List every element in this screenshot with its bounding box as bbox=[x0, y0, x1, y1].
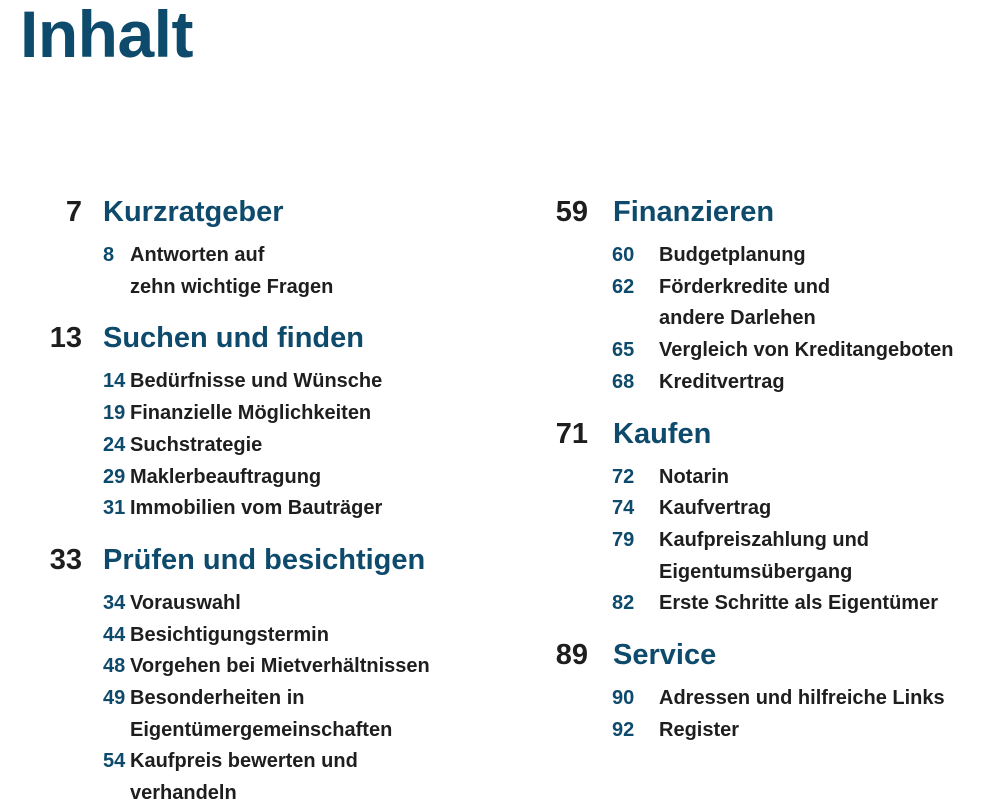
chapter-gap bbox=[0, 303, 500, 322]
page-title: Inhalt bbox=[20, 0, 193, 71]
entry-page-number: 14 bbox=[103, 370, 126, 393]
chapter-heading[interactable] bbox=[0, 196, 500, 240]
chapter-page-number: 13 bbox=[49, 322, 82, 355]
entry-title-line: Finanzielle Möglichkeiten bbox=[130, 402, 372, 425]
chapter-gap bbox=[0, 525, 500, 544]
chapter-page-number: 59 bbox=[555, 196, 588, 228]
entry-title bbox=[659, 588, 999, 620]
toc-entry[interactable] bbox=[0, 746, 500, 809]
entry-page-number: 29 bbox=[103, 465, 126, 488]
toc-chapter bbox=[0, 322, 500, 525]
entry-title bbox=[130, 462, 480, 494]
entry-title bbox=[130, 366, 480, 398]
chapter-heading[interactable] bbox=[0, 544, 500, 588]
entry-page-number: 68 bbox=[612, 370, 635, 393]
entry-page-number: 82 bbox=[612, 592, 635, 615]
entry-page-number: 8 bbox=[103, 244, 115, 266]
entry-page-number: 60 bbox=[612, 244, 635, 266]
entry-title bbox=[130, 398, 480, 430]
chapter-page-number: 33 bbox=[49, 543, 82, 576]
chapter-title: Service bbox=[613, 639, 717, 672]
entry-page-number: 19 bbox=[103, 402, 126, 425]
entry-title-line: Kreditvertrag bbox=[659, 370, 785, 393]
entry-title-line: Antworten auf bbox=[130, 244, 265, 266]
toc-entry[interactable] bbox=[510, 272, 1000, 335]
entry-page-number: 49 bbox=[103, 687, 126, 710]
entry-page-number: 48 bbox=[103, 655, 126, 678]
entry-title-line: Bedürfnisse und Wünsche bbox=[130, 370, 383, 393]
toc-entry[interactable] bbox=[510, 525, 1000, 588]
toc-entry[interactable] bbox=[510, 367, 1000, 399]
chapter-title: Suchen und finden bbox=[103, 322, 364, 355]
entry-title bbox=[659, 367, 999, 399]
toc-entry[interactable] bbox=[0, 620, 500, 652]
entry-page-number: 72 bbox=[612, 465, 635, 488]
chapter-title: Kurzratgeber bbox=[103, 196, 284, 228]
chapter-gap bbox=[510, 620, 1000, 639]
toc-entry[interactable] bbox=[510, 715, 1000, 747]
entry-title-line: Eigentümergemeinschaften bbox=[130, 718, 393, 741]
chapter-title: Kaufen bbox=[613, 417, 712, 450]
toc-chapter bbox=[510, 639, 1000, 746]
entry-title-line: Besichtigungstermin bbox=[130, 623, 329, 646]
chapter-gap bbox=[510, 399, 1000, 418]
entry-page-number: 90 bbox=[612, 687, 635, 710]
toc-chapter bbox=[510, 418, 1000, 621]
entry-title-line: verhandeln bbox=[130, 782, 237, 805]
toc-entry[interactable] bbox=[0, 462, 500, 494]
entry-page-number: 74 bbox=[612, 497, 635, 520]
entry-title-line: Förderkredite und bbox=[659, 275, 831, 298]
entry-title-line: andere Darlehen bbox=[659, 307, 816, 330]
entry-title bbox=[659, 715, 999, 747]
chapter-heading[interactable] bbox=[510, 418, 1000, 462]
entry-title bbox=[130, 493, 480, 525]
entry-page-number: 79 bbox=[612, 528, 635, 551]
entry-title-line: Immobilien vom Bauträger bbox=[130, 497, 383, 520]
entry-title bbox=[130, 588, 480, 620]
entry-title bbox=[659, 272, 999, 335]
entry-title bbox=[659, 335, 999, 367]
toc-entry[interactable] bbox=[0, 651, 500, 683]
entry-title-line: zehn wichtige Fragen bbox=[130, 275, 334, 298]
entry-title-line: Besonderheiten in bbox=[130, 687, 305, 710]
chapter-title: Finanzieren bbox=[613, 196, 775, 228]
toc-entry[interactable] bbox=[0, 588, 500, 620]
entry-title-line: Maklerbeauftragung bbox=[130, 465, 322, 488]
entry-title bbox=[130, 683, 480, 746]
toc-entry[interactable] bbox=[510, 240, 1000, 272]
entry-title bbox=[130, 430, 480, 462]
entry-title-line: Vorauswahl bbox=[130, 591, 241, 614]
toc-entry[interactable] bbox=[510, 462, 1000, 494]
chapter-heading[interactable] bbox=[510, 639, 1000, 683]
entry-page-number: 92 bbox=[612, 718, 635, 741]
toc-entry[interactable] bbox=[0, 493, 500, 525]
entry-title-line: Eigentumsübergang bbox=[659, 560, 853, 583]
entry-title bbox=[659, 683, 999, 715]
entry-title bbox=[130, 746, 480, 809]
entry-page-number: 44 bbox=[103, 623, 126, 646]
entry-title bbox=[659, 462, 999, 494]
toc-entry[interactable] bbox=[510, 588, 1000, 620]
toc-chapter bbox=[510, 196, 1000, 399]
entry-title-line: Erste Schritte als Eigentümer bbox=[659, 592, 938, 615]
entry-page-number: 34 bbox=[103, 591, 126, 614]
toc-entry[interactable] bbox=[0, 683, 500, 746]
toc-entry[interactable] bbox=[510, 493, 1000, 525]
entry-title-line: Vorgehen bei Mietverhältnissen bbox=[130, 655, 430, 678]
entry-title-line: Vergleich von Kreditangeboten bbox=[659, 339, 954, 362]
entry-title-line: Suchstrategie bbox=[130, 433, 263, 456]
entry-title bbox=[130, 240, 480, 303]
toc-entry[interactable] bbox=[0, 430, 500, 462]
chapter-page-number: 7 bbox=[65, 196, 82, 228]
chapter-page-number: 71 bbox=[555, 417, 588, 450]
toc-right-column bbox=[510, 196, 1000, 746]
chapter-page-number: 89 bbox=[555, 639, 588, 672]
entry-page-number: 62 bbox=[612, 275, 635, 298]
entry-title-line: Notarin bbox=[659, 465, 729, 488]
entry-title bbox=[659, 493, 999, 525]
chapter-heading[interactable] bbox=[0, 322, 500, 366]
entry-page-number: 31 bbox=[103, 497, 126, 520]
entry-title bbox=[659, 240, 999, 272]
toc-chapter bbox=[0, 196, 500, 303]
entry-page-number: 24 bbox=[103, 433, 126, 456]
toc-entry[interactable] bbox=[0, 366, 500, 398]
chapter-heading[interactable] bbox=[510, 196, 1000, 240]
entry-title-line: Register bbox=[659, 718, 740, 741]
entry-title-line: Adressen und hilfreiche Links bbox=[659, 687, 945, 710]
entry-title-line: Budgetplanung bbox=[659, 244, 806, 266]
toc-chapter bbox=[0, 544, 500, 810]
entry-title-line: Kaufpreis bewerten und bbox=[130, 750, 358, 773]
entry-page-number: 54 bbox=[103, 750, 126, 773]
toc-entry[interactable] bbox=[510, 335, 1000, 367]
entry-title bbox=[130, 620, 480, 652]
entry-title bbox=[130, 651, 480, 683]
toc-entry[interactable] bbox=[510, 683, 1000, 715]
toc-left-column bbox=[0, 196, 500, 810]
entry-title-line: Kaufpreiszahlung und bbox=[659, 528, 869, 551]
toc-entry[interactable] bbox=[0, 398, 500, 430]
entry-title bbox=[659, 525, 999, 588]
chapter-title: Prüfen und besichtigen bbox=[103, 543, 426, 576]
entry-page-number: 65 bbox=[612, 339, 635, 362]
toc-entry[interactable] bbox=[0, 240, 500, 303]
entry-title-line: Kaufvertrag bbox=[659, 497, 772, 520]
